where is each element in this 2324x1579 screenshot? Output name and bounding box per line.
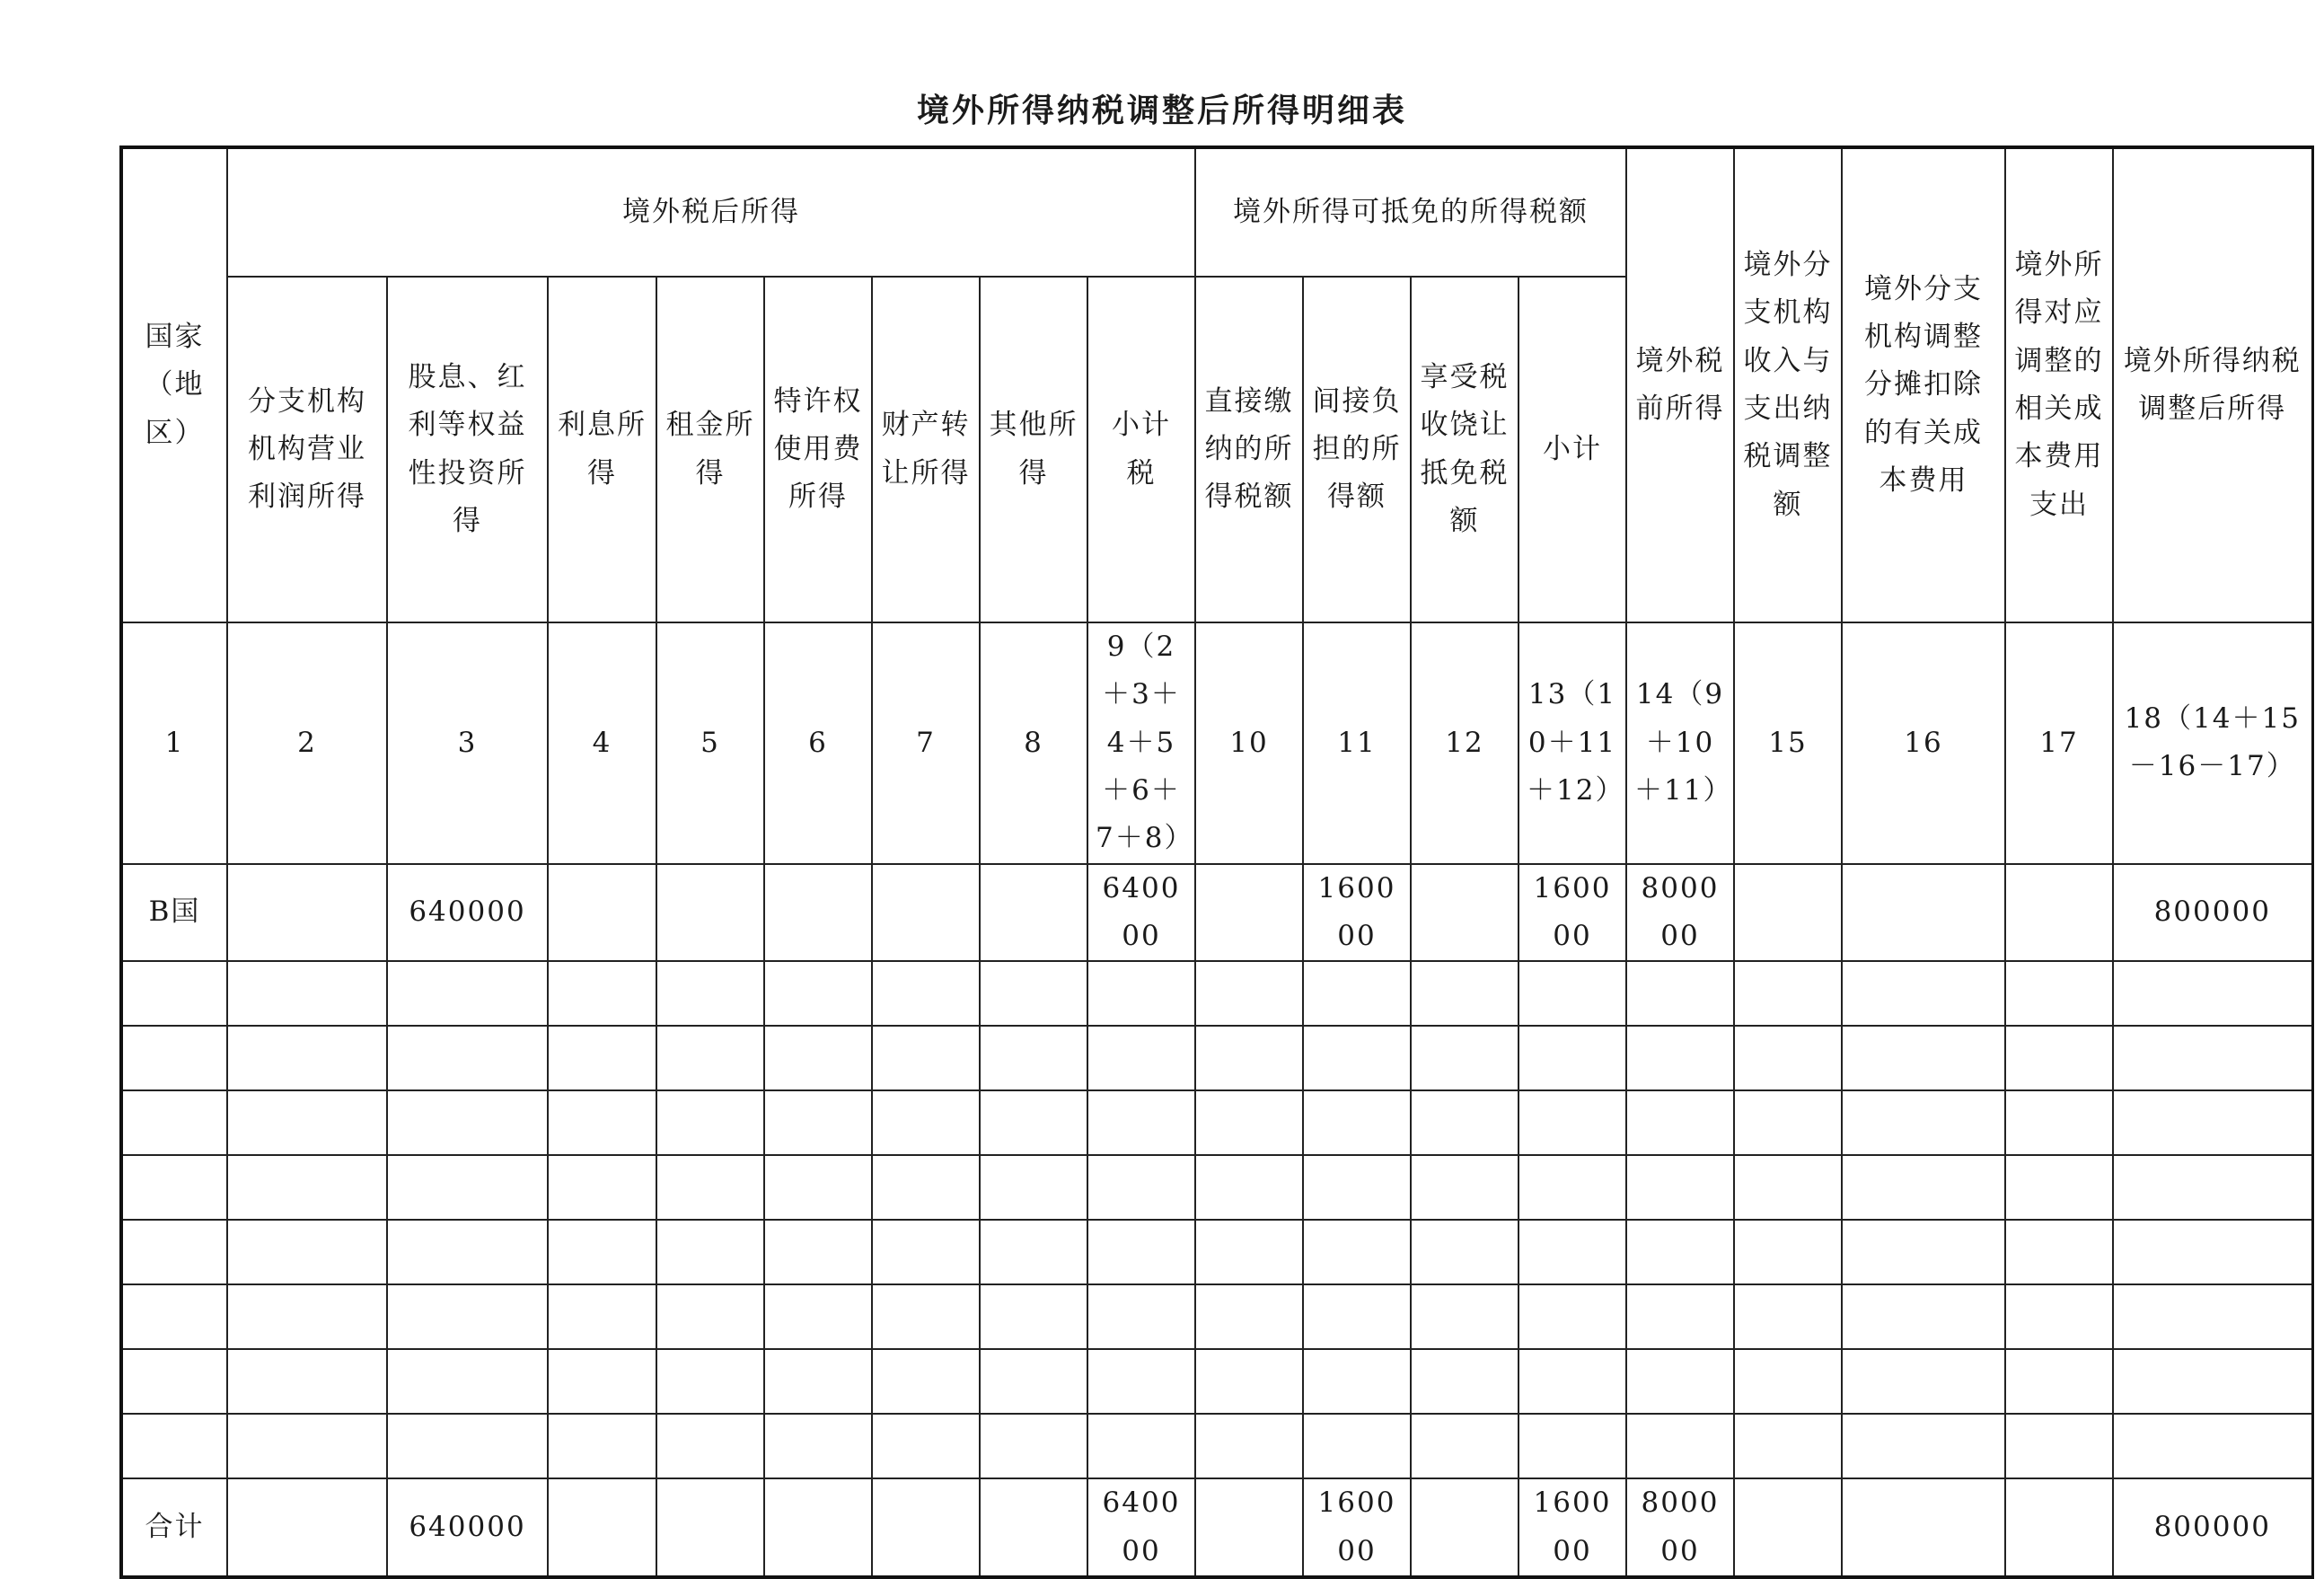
table-cell — [2005, 864, 2113, 962]
table-cell: 160000 — [1519, 864, 1626, 962]
index-cell: 7 — [872, 622, 980, 864]
table-cell — [1195, 864, 1303, 962]
index-cell: 9（2＋3＋4＋5＋6＋7＋8） — [1087, 622, 1195, 864]
table-cell — [980, 864, 1087, 962]
header-col-property-transfer: 财产转让所得 — [872, 277, 980, 622]
table-cell — [1734, 1478, 1842, 1577]
table-cell: 160000 — [1303, 1478, 1411, 1577]
index-cell: 8 — [980, 622, 1087, 864]
table-cell — [1411, 1478, 1519, 1577]
table-cell — [2005, 1478, 2113, 1577]
header-col-pretax-income: 境外税前所得 — [1626, 147, 1734, 622]
empty-row — [121, 1349, 2312, 1414]
table-row — [121, 864, 2312, 962]
header-col-branch-profit: 分支机构机构营业利润所得 — [227, 277, 387, 622]
empty-row — [121, 1090, 2312, 1155]
table-cell — [656, 864, 764, 962]
header-col-other: 其他所得 — [980, 277, 1087, 622]
income-detail-table — [119, 146, 2314, 1579]
header-col-interest: 利息所得 — [548, 277, 656, 622]
table-cell — [227, 1478, 387, 1577]
index-cell: 10 — [1195, 622, 1303, 864]
table-cell: 800000 — [2113, 1478, 2312, 1577]
index-cell: 4 — [548, 622, 656, 864]
header-col-adjusted-income: 境外所得纳税调整后所得 — [2113, 147, 2312, 622]
index-cell: 18（14＋15－16－17） — [2113, 622, 2312, 864]
table-cell — [548, 1478, 656, 1577]
header-col-branch-adjustment: 境外分支机构收入与支出纳税调整额 — [1734, 147, 1842, 622]
header-col-related-cost: 境外所得对应调整的相关成本费用支出 — [2005, 147, 2113, 622]
index-cell: 17 — [2005, 622, 2113, 864]
index-cell: 2 — [227, 622, 387, 864]
table-cell — [656, 1478, 764, 1577]
table-cell — [1734, 864, 1842, 962]
header-col-dividend: 股息、红利等权益性投资所得 — [387, 277, 548, 622]
table-cell — [764, 1478, 872, 1577]
table-cell: 800000 — [2113, 864, 2312, 962]
index-cell: 3 — [387, 622, 548, 864]
header-col-credit-subtotal: 小计 — [1519, 277, 1626, 622]
table-cell — [764, 864, 872, 962]
table-cell — [1842, 1478, 2005, 1577]
index-row — [121, 622, 2312, 864]
total-row — [121, 1478, 2312, 1577]
table-cell — [227, 864, 387, 962]
table-cell: 800000 — [1626, 864, 1734, 962]
empty-row — [121, 961, 2312, 1026]
index-cell: 14（9＋10＋11） — [1626, 622, 1734, 864]
index-cell: 1 — [121, 622, 227, 864]
index-cell: 5 — [656, 622, 764, 864]
table-cell: 800000 — [1626, 1478, 1734, 1577]
total-label: 合计 — [121, 1478, 227, 1577]
country-name: B国 — [121, 864, 227, 962]
header-col-royalty: 特许权使用费所得 — [764, 277, 872, 622]
header-group-creditable-tax: 境外所得可抵免的所得税额 — [1195, 147, 1626, 277]
index-cell: 13（10＋11＋12） — [1519, 622, 1626, 864]
index-cell: 15 — [1734, 622, 1842, 864]
table-cell — [1195, 1478, 1303, 1577]
index-cell: 16 — [1842, 622, 2005, 864]
table-cell: 640000 — [1087, 864, 1195, 962]
table-cell — [980, 1478, 1087, 1577]
table-cell — [872, 1478, 980, 1577]
empty-row — [121, 1284, 2312, 1349]
empty-row — [121, 1026, 2312, 1090]
table-title: 境外所得纳税调整后所得明细表 — [916, 93, 1407, 129]
header-col-subtotal: 小计 税 — [1087, 277, 1195, 622]
empty-row — [121, 1155, 2312, 1220]
header-col-branch-cost-allocation: 境外分支机构调整分摊扣除的有关成本费用 — [1842, 147, 2005, 622]
table-cell: 640000 — [387, 864, 548, 962]
header-group-after-tax-income: 境外税后所得 — [227, 147, 1195, 277]
index-cell: 6 — [764, 622, 872, 864]
header-col-direct-tax: 直接缴纳的所得税额 — [1195, 277, 1303, 622]
index-cell: 12 — [1411, 622, 1519, 864]
empty-row — [121, 1220, 2312, 1284]
table-cell: 640000 — [1087, 1478, 1195, 1577]
header-col-rent: 租金所得 — [656, 277, 764, 622]
table-cell: 640000 — [387, 1478, 548, 1577]
table-cell: 160000 — [1303, 864, 1411, 962]
table-cell — [872, 864, 980, 962]
table-cell — [1411, 864, 1519, 962]
header-row-top — [121, 147, 2312, 277]
header-col-tax-sparing: 享受税收饶让抵免税额 — [1411, 277, 1519, 622]
header-col-indirect-tax: 间接负担的所得额 — [1303, 277, 1411, 622]
index-cell: 11 — [1303, 622, 1411, 864]
table-cell — [1842, 864, 2005, 962]
table-cell: 160000 — [1519, 1478, 1626, 1577]
empty-row — [121, 1414, 2312, 1478]
header-country: 国家（地区） — [121, 147, 227, 622]
table-cell — [548, 864, 656, 962]
